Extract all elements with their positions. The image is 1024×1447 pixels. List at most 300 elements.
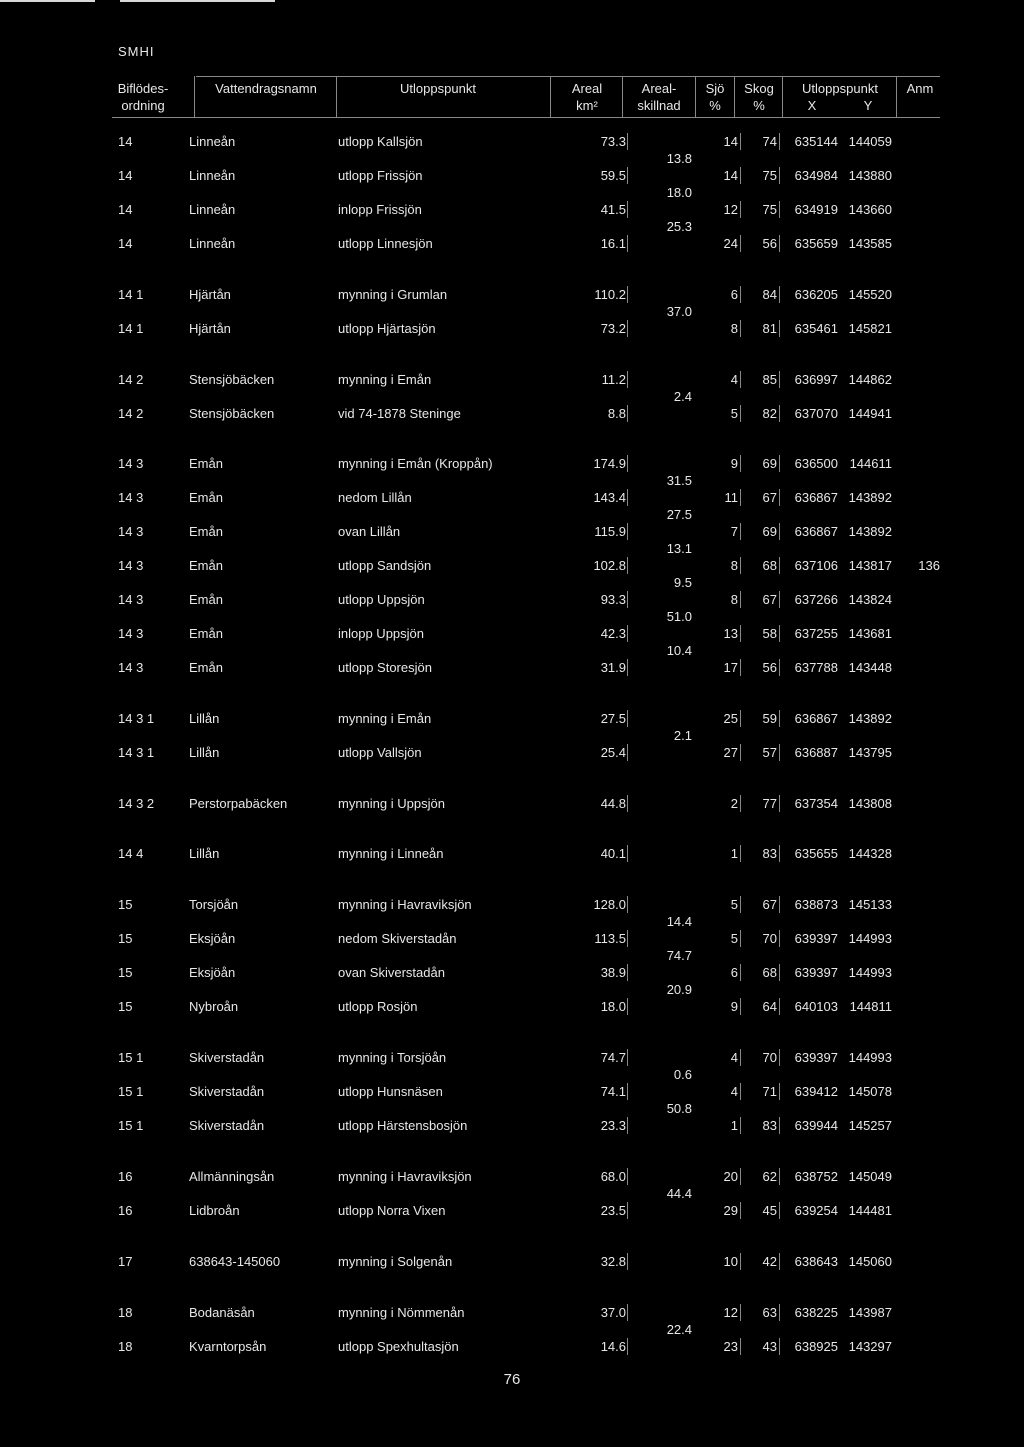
cell-divider — [740, 167, 741, 184]
area-difference: 31.5 — [666, 473, 692, 488]
cell-divider — [740, 710, 741, 727]
cell-divider — [740, 744, 741, 761]
cell-skog: 67 — [762, 490, 777, 505]
cell-areal: 174.9 — [593, 456, 626, 471]
cell-utloppspunkt: mynning i Havraviksjön — [338, 1169, 472, 1184]
cell-ordning: 15 — [118, 965, 133, 980]
cell-y: 145078 — [848, 1084, 892, 1099]
cell-skog: 68 — [762, 965, 777, 980]
cell-divider — [740, 795, 741, 812]
cell-x: 636997 — [794, 372, 838, 387]
cell-divider — [627, 1049, 628, 1066]
cell-divider — [779, 489, 780, 506]
cell-ordning: 14 3 — [118, 626, 144, 641]
cell-divider — [627, 896, 628, 913]
cell-divider — [779, 455, 780, 472]
cell-vattendrag: Hjärtån — [189, 321, 231, 336]
cell-divider — [779, 964, 780, 981]
area-difference: 27.5 — [666, 507, 692, 522]
cell-vattendrag: Stensjöbäcken — [189, 406, 275, 421]
cell-vattendrag: Hjärtån — [189, 287, 231, 302]
cell-skog: 58 — [762, 626, 777, 641]
cell-vattendrag: Linneån — [189, 236, 236, 251]
cell-utloppspunkt: utlopp Storesjön — [338, 660, 432, 675]
cell-divider — [740, 1083, 741, 1100]
col-header-skog-line2: % — [753, 98, 765, 113]
cell-y: 144811 — [849, 999, 892, 1014]
area-difference: 50.8 — [666, 1101, 692, 1116]
page-number: 76 — [503, 1371, 521, 1388]
cell-skog: 69 — [762, 456, 777, 471]
cell-x: 637354 — [794, 796, 838, 811]
cell-skog: 82 — [762, 406, 777, 421]
area-difference: 20.9 — [666, 982, 692, 997]
cell-divider — [627, 930, 628, 947]
cell-areal: 73.3 — [600, 134, 626, 149]
area-difference: 0.6 — [673, 1067, 692, 1082]
cell-skog: 83 — [762, 1118, 777, 1133]
cell-skog: 59 — [762, 711, 777, 726]
cell-utloppspunkt: nedom Lillån — [338, 490, 412, 505]
cell-divider — [627, 710, 628, 727]
cell-vattendrag: Emån — [189, 660, 223, 675]
area-difference: 25.3 — [666, 219, 692, 234]
cell-ordning: 14 3 1 — [118, 745, 155, 760]
area-difference: 18.0 — [666, 185, 692, 200]
cell-divider — [740, 625, 741, 642]
cell-divider — [627, 523, 628, 540]
col-header-sjo-line1: Sjö — [705, 81, 725, 96]
cell-skog: 64 — [762, 999, 777, 1014]
cell-sjo: 2 — [730, 796, 738, 811]
cell-sjo: 20 — [723, 1169, 738, 1184]
col-header-skog — [736, 80, 782, 114]
cell-y: 143448 — [848, 660, 892, 675]
cell-ordning: 14 — [118, 168, 133, 183]
cell-vattendrag: Emån — [189, 558, 223, 573]
cell-divider — [627, 659, 628, 676]
cell-ordning: 14 3 — [118, 660, 144, 675]
cell-x: 635659 — [794, 236, 838, 251]
cell-y: 143795 — [848, 745, 892, 760]
cell-y: 145257 — [848, 1118, 892, 1133]
cell-divider — [740, 896, 741, 913]
cell-areal: 42.3 — [600, 626, 626, 641]
cell-divider — [627, 489, 628, 506]
cell-vattendrag: Torsjöån — [189, 897, 239, 912]
cell-areal: 14.6 — [600, 1339, 626, 1354]
header-divider-2 — [336, 76, 337, 118]
cell-skog: 43 — [762, 1339, 777, 1354]
cell-utloppspunkt: mynning i Grumlan — [338, 287, 448, 302]
cell-divider — [627, 1168, 628, 1185]
cell-areal: 40.1 — [600, 846, 626, 861]
cell-x: 639412 — [794, 1084, 838, 1099]
cell-utloppspunkt: mynning i Havraviksjön — [338, 897, 472, 912]
cell-utloppspunkt: utlopp Sandsjön — [338, 558, 432, 573]
cell-divider — [627, 1117, 628, 1134]
cell-areal: 38.9 — [600, 965, 626, 980]
cell-y: 144941 — [848, 406, 892, 421]
cell-areal: 27.5 — [600, 711, 626, 726]
cell-sjo: 6 — [730, 965, 738, 980]
cell-divider — [779, 167, 780, 184]
cell-y: 143817 — [848, 558, 892, 573]
cell-sjo: 27 — [723, 745, 738, 760]
cell-utloppspunkt: utlopp Norra Vixen — [338, 1203, 446, 1218]
cell-sjo: 5 — [730, 406, 738, 421]
cell-ordning: 14 — [118, 134, 133, 149]
cell-ordning: 16 — [118, 1203, 133, 1218]
cell-skog: 63 — [762, 1305, 777, 1320]
cell-utloppspunkt: vid 74-1878 Steninge — [338, 406, 461, 421]
cell-y: 144611 — [849, 456, 892, 471]
cell-vattendrag: Bodanäsån — [189, 1305, 255, 1320]
col-header-bifl-line1: Biflödes- — [117, 81, 169, 96]
cell-vattendrag: Emån — [189, 456, 223, 471]
cell-sjo: 4 — [730, 372, 738, 387]
cell-sjo: 23 — [723, 1339, 738, 1354]
cell-sjo: 7 — [730, 524, 738, 539]
header-divider-5 — [695, 76, 696, 118]
cell-divider — [779, 659, 780, 676]
cell-ordning: 14 1 — [118, 321, 144, 336]
area-difference: 44.4 — [666, 1186, 692, 1201]
cell-divider — [779, 286, 780, 303]
cell-ordning: 14 3 2 — [118, 796, 155, 811]
cell-vattendrag: Skiverstadån — [189, 1050, 265, 1065]
col-header-sjo-line2: % — [709, 98, 721, 113]
cell-divider — [740, 1117, 741, 1134]
cell-sjo: 1 — [730, 846, 738, 861]
area-difference: 22.4 — [666, 1322, 692, 1337]
cell-y: 144328 — [848, 846, 892, 861]
cell-y: 144993 — [848, 1050, 892, 1065]
cell-areal: 31.9 — [600, 660, 626, 675]
cell-y: 145049 — [848, 1169, 892, 1184]
cell-y: 143892 — [848, 524, 892, 539]
col-header-utlopp: Utloppspunkt — [400, 81, 476, 96]
cell-divider — [779, 1338, 780, 1355]
cell-divider — [627, 235, 628, 252]
cell-utloppspunkt: mynning i Emån — [338, 711, 432, 726]
area-difference: 51.0 — [666, 609, 692, 624]
cell-divider — [627, 744, 628, 761]
cell-areal: 23.3 — [600, 1118, 626, 1133]
col-header-koord-line1: Utloppspunkt — [802, 81, 878, 96]
cell-skog: 56 — [762, 236, 777, 251]
top-rule-1 — [0, 0, 95, 2]
cell-y: 144993 — [848, 965, 892, 980]
cell-vattendrag: 638643-145060 — [189, 1254, 281, 1269]
cell-y: 143892 — [848, 711, 892, 726]
cell-divider — [627, 998, 628, 1015]
cell-utloppspunkt: utlopp Hjärtasjön — [338, 321, 436, 336]
col-header-areal-line1: Areal — [571, 81, 603, 96]
cell-divider — [779, 235, 780, 252]
cell-ordning: 14 — [118, 202, 133, 217]
cell-y: 143808 — [848, 796, 892, 811]
cell-x: 636887 — [794, 745, 838, 760]
header-divider-7 — [782, 76, 783, 118]
cell-ordning: 14 3 — [118, 524, 144, 539]
cell-sjo: 12 — [723, 202, 738, 217]
cell-utloppspunkt: utlopp Härstensbosjön — [338, 1118, 468, 1133]
cell-divider — [779, 523, 780, 540]
cell-skog: 83 — [762, 846, 777, 861]
cell-areal: 74.1 — [600, 1084, 626, 1099]
cell-utloppspunkt: utlopp Uppsjön — [338, 592, 425, 607]
header-rule-top — [196, 76, 940, 77]
cell-vattendrag: Linneån — [189, 202, 236, 217]
cell-y: 143892 — [848, 490, 892, 505]
org-label: SMHI — [118, 44, 155, 59]
cell-ordning: 18 — [118, 1305, 133, 1320]
col-header-arealskillnad-line1: Areal- — [641, 81, 677, 96]
cell-x: 638225 — [794, 1305, 838, 1320]
area-difference: 74.7 — [666, 948, 692, 963]
cell-areal: 143.4 — [593, 490, 626, 505]
cell-divider — [779, 371, 780, 388]
cell-sjo: 13 — [723, 626, 738, 641]
cell-x: 639944 — [794, 1118, 838, 1133]
cell-divider — [740, 235, 741, 252]
cell-skog: 45 — [762, 1203, 777, 1218]
cell-skog: 69 — [762, 524, 777, 539]
col-header-bifl — [112, 80, 174, 114]
area-difference: 10.4 — [666, 643, 692, 658]
cell-areal: 59.5 — [600, 168, 626, 183]
cell-y: 143824 — [848, 592, 892, 607]
cell-x: 637266 — [794, 592, 838, 607]
cell-divider — [740, 523, 741, 540]
cell-areal: 73.2 — [600, 321, 626, 336]
cell-skog: 70 — [762, 1050, 777, 1065]
col-header-koord — [784, 80, 896, 114]
cell-skog: 77 — [762, 796, 777, 811]
cell-divider — [779, 133, 780, 150]
cell-vattendrag: Stensjöbäcken — [189, 372, 275, 387]
cell-divider — [740, 320, 741, 337]
cell-utloppspunkt: utlopp Kallsjön — [338, 134, 423, 149]
cell-x: 637106 — [794, 558, 838, 573]
cell-skog: 81 — [762, 321, 777, 336]
cell-skog: 42 — [762, 1254, 777, 1269]
cell-sjo: 5 — [730, 931, 738, 946]
cell-areal: 32.8 — [600, 1254, 626, 1269]
cell-divider — [779, 1304, 780, 1321]
cell-x: 636867 — [794, 711, 838, 726]
cell-utloppspunkt: mynning i Nömmenån — [338, 1305, 465, 1320]
col-header-anm: Anm — [906, 81, 934, 96]
cell-divider — [779, 845, 780, 862]
cell-vattendrag: Emån — [189, 524, 223, 539]
cell-x: 635461 — [794, 321, 838, 336]
cell-sjo: 6 — [730, 287, 738, 302]
cell-vattendrag: Perstorpabäcken — [189, 796, 288, 811]
cell-sjo: 29 — [723, 1203, 738, 1218]
col-header-y: Y — [863, 98, 873, 113]
cell-y: 143681 — [848, 626, 892, 641]
cell-divider — [779, 405, 780, 422]
cell-ordning: 14 — [118, 236, 133, 251]
cell-x: 639397 — [794, 965, 838, 980]
cell-divider — [627, 405, 628, 422]
cell-areal: 37.0 — [600, 1305, 626, 1320]
cell-ordning: 14 2 — [118, 406, 144, 421]
cell-x: 635655 — [794, 846, 838, 861]
header-divider-6 — [734, 76, 735, 118]
cell-sjo: 17 — [723, 660, 738, 675]
cell-ordning: 15 1 — [118, 1118, 144, 1133]
cell-x: 635144 — [794, 134, 838, 149]
cell-y: 143585 — [848, 236, 892, 251]
cell-x: 634919 — [794, 202, 838, 217]
cell-divider — [740, 998, 741, 1015]
area-difference: 9.5 — [673, 575, 692, 590]
cell-divider — [740, 455, 741, 472]
cell-sjo: 9 — [730, 456, 738, 471]
cell-divider — [740, 930, 741, 947]
cell-sjo: 8 — [730, 592, 738, 607]
cell-divider — [779, 1049, 780, 1066]
cell-vattendrag: Linneån — [189, 134, 236, 149]
cell-divider — [627, 1083, 628, 1100]
cell-x: 636867 — [794, 490, 838, 505]
cell-areal: 93.3 — [600, 592, 626, 607]
cell-divider — [627, 320, 628, 337]
cell-divider — [740, 371, 741, 388]
cell-divider — [627, 167, 628, 184]
cell-vattendrag: Lillån — [189, 846, 220, 861]
cell-divider — [627, 286, 628, 303]
cell-vattendrag: Emån — [189, 626, 223, 641]
cell-sjo: 25 — [723, 711, 738, 726]
cell-ordning: 14 3 — [118, 592, 144, 607]
cell-vattendrag: Skiverstadån — [189, 1118, 265, 1133]
cell-vattendrag: Lillån — [189, 711, 220, 726]
cell-divider — [627, 133, 628, 150]
header-rule-bottom — [112, 117, 940, 118]
cell-sjo: 9 — [730, 999, 738, 1014]
cell-sjo: 5 — [730, 897, 738, 912]
cell-x: 636500 — [794, 456, 838, 471]
cell-skog: 75 — [762, 202, 777, 217]
cell-divider — [740, 201, 741, 218]
cell-utloppspunkt: utlopp Vallsjön — [338, 745, 422, 760]
cell-x: 638643 — [794, 1254, 838, 1269]
cell-utloppspunkt: ovan Skiverstadån — [338, 965, 445, 980]
cell-divider — [740, 1253, 741, 1270]
cell-divider — [740, 286, 741, 303]
cell-utloppspunkt: nedom Skiverstadån — [338, 931, 457, 946]
area-difference: 13.1 — [666, 541, 692, 556]
cell-utloppspunkt: utlopp Hunsnäsen — [338, 1084, 443, 1099]
cell-x: 639397 — [794, 1050, 838, 1065]
cell-divider — [740, 557, 741, 574]
cell-divider — [627, 625, 628, 642]
cell-ordning: 17 — [118, 1254, 133, 1269]
cell-y: 143297 — [848, 1339, 892, 1354]
col-header-areal-line2: km² — [576, 98, 598, 113]
col-header-areal — [552, 80, 622, 114]
cell-divider — [627, 201, 628, 218]
cell-x: 638873 — [794, 897, 838, 912]
cell-utloppspunkt: mynning i Torsjöån — [338, 1050, 447, 1065]
cell-vattendrag: Eksjöån — [189, 931, 236, 946]
cell-divider — [779, 1253, 780, 1270]
col-header-arealskillnad — [624, 80, 694, 114]
cell-sjo: 4 — [730, 1084, 738, 1099]
cell-divider — [740, 591, 741, 608]
cell-vattendrag: Eksjöån — [189, 965, 236, 980]
cell-ordning: 15 — [118, 897, 133, 912]
cell-utloppspunkt: inlopp Frissjön — [338, 202, 422, 217]
cell-x: 637255 — [794, 626, 838, 641]
area-difference: 13.8 — [666, 151, 692, 166]
cell-divider — [779, 201, 780, 218]
col-header-x: X — [807, 98, 817, 113]
cell-x: 634984 — [794, 168, 838, 183]
col-header-sjo — [697, 80, 733, 114]
cell-vattendrag: Kvarntorpsån — [189, 1339, 267, 1354]
cell-sjo: 4 — [730, 1050, 738, 1065]
cell-ordning: 15 1 — [118, 1084, 144, 1099]
cell-areal: 11.2 — [601, 372, 626, 387]
top-rule-2 — [120, 0, 275, 2]
cell-divider — [779, 795, 780, 812]
cell-utloppspunkt: mynning i Uppsjön — [338, 796, 445, 811]
cell-divider — [740, 1049, 741, 1066]
cell-divider — [627, 371, 628, 388]
cell-divider — [627, 557, 628, 574]
cell-sjo: 11 — [724, 490, 738, 505]
cell-areal: 23.5 — [600, 1203, 626, 1218]
cell-areal: 102.8 — [593, 558, 626, 573]
cell-ordning: 14 1 — [118, 287, 144, 302]
cell-skog: 57 — [762, 745, 777, 760]
cell-areal: 44.8 — [600, 796, 626, 811]
cell-vattendrag: Lidbroån — [189, 1203, 240, 1218]
cell-divider — [740, 489, 741, 506]
cell-utloppspunkt: utlopp Spexhultasjön — [338, 1339, 459, 1354]
cell-sjo: 24 — [723, 236, 738, 251]
cell-y: 145060 — [848, 1254, 892, 1269]
col-header-vattendrag: Vattendragsnamn — [215, 81, 317, 96]
cell-divider — [627, 1338, 628, 1355]
cell-areal: 41.5 — [600, 202, 626, 217]
cell-vattendrag: Emån — [189, 592, 223, 607]
cell-divider — [779, 320, 780, 337]
cell-skog: 62 — [762, 1169, 777, 1184]
cell-divider — [740, 964, 741, 981]
cell-divider — [740, 1304, 741, 1321]
header-divider-1 — [194, 76, 195, 118]
cell-vattendrag: Linneån — [189, 168, 236, 183]
cell-ordning: 16 — [118, 1169, 133, 1184]
cell-utloppspunkt: mynning i Emån — [338, 372, 432, 387]
cell-divider — [627, 845, 628, 862]
cell-areal: 113.5 — [594, 931, 626, 946]
cell-divider — [740, 1338, 741, 1355]
cell-anm: 136 — [918, 558, 940, 573]
cell-y: 144481 — [848, 1203, 892, 1218]
header-divider-8 — [896, 76, 897, 118]
cell-utloppspunkt: inlopp Uppsjön — [338, 626, 425, 641]
cell-divider — [627, 795, 628, 812]
cell-areal: 68.0 — [600, 1169, 626, 1184]
cell-divider — [627, 455, 628, 472]
